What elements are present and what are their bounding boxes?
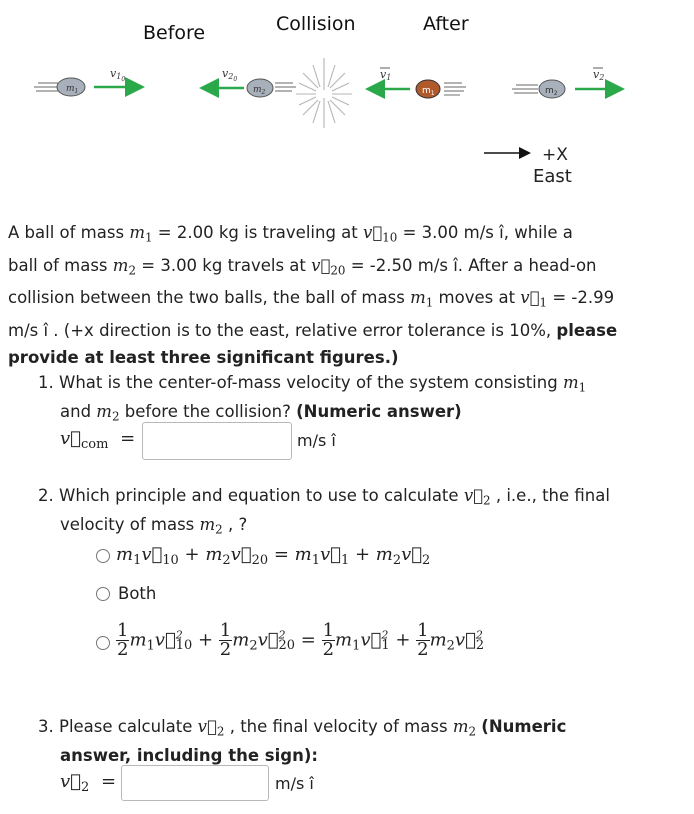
q1-variable: $v⃗_{com}$ =: [60, 428, 136, 452]
label-v1: v1: [380, 68, 392, 82]
ball-m1-after-label: $m_1$: [422, 86, 435, 97]
axis-direction-label: +X: [542, 145, 568, 165]
q2-option-momentum[interactable]: [96, 544, 456, 570]
q1-unit: m/s î: [297, 431, 336, 450]
q3-unit: m/s î: [275, 774, 314, 793]
q3-text: 3. Please calculate $v⃗_2$ , the final velocity of mass $m_2$ (Numeric answer, including the sign):: [38, 717, 567, 765]
label-v20: v20: [222, 67, 238, 83]
q3-variable: $v⃗_2$ =: [60, 771, 117, 795]
motion-lines-m2-after: [512, 85, 538, 93]
motion-lines-m2-before: [275, 83, 296, 91]
collision-diagram: [0, 50, 694, 190]
motion-lines-m1-before: [34, 83, 58, 91]
q1-answer-input[interactable]: [142, 422, 292, 460]
q2-option-both[interactable]: [96, 583, 196, 607]
label-v2: v2: [593, 68, 605, 82]
q2-option-momentum-label: $m_1v⃗_{10}$ + $m_2v⃗_{20}$ = $m_1v⃗_1$ + $m_2v⃗_2$: [116, 544, 431, 568]
motion-lines-m1-after: [444, 83, 466, 95]
q2-option-energy[interactable]: [96, 622, 556, 664]
ball-m1-before-label: $m_1$: [66, 84, 79, 95]
figure-header-collision: Collision: [276, 13, 356, 35]
q2-text: 2. Which principle and equation to use to calculate $v⃗_2$ , i.e., the final velocity of mass $m_2$ , ?: [38, 486, 610, 537]
collision-burst: [296, 58, 352, 128]
ball-m2-after-label: $m_2$: [545, 86, 558, 97]
q3-answer-input[interactable]: [121, 765, 269, 801]
q2-option-both-radio[interactable]: [96, 587, 110, 601]
label-v10: v10: [110, 67, 126, 83]
figure-header-after: After: [423, 13, 469, 35]
figure-header-before: Before: [143, 22, 206, 44]
q2-option-energy-label: $\frac{1}{2}$ $m_1v⃗^2_{10}$ + $\frac{1}{2}$ $m_2v⃗^2_{20}$ = $\frac{1}{2}$ $m_1v⃗^2_1$ + $\frac{1}{2}$ $m_2v⃗^2_2$: [117, 620, 485, 660]
q2-option-momentum-radio[interactable]: [96, 549, 110, 563]
ball-m2-before-label: $m_2$: [253, 85, 266, 96]
q2-option-energy-radio[interactable]: [96, 636, 110, 650]
q1-text: 1. What is the center-of-mass velocity of the system consisting $m_1$ and $m_2$ before the collision? (Numeric answer): [38, 373, 587, 424]
axis-compass-label: East: [533, 166, 572, 187]
q2-option-both-label: Both: [118, 584, 157, 603]
problem-statement: A ball of mass $m_1 = 2.00$ kg is traveling at $v⃗_{10} = 3.00$ m/s î, while a ball of mass $m_2 = 3.00$ kg travels at $v⃗_{20} = -2.50$ m/s î. After a head-on collision between the two balls, the ball of mass $m_1$ moves at $v⃗_1 = -2.99$ m/s î . (+x direction is to the east, relative error tolerance is 10%, please provide at least three significant figures.): [8, 223, 618, 367]
